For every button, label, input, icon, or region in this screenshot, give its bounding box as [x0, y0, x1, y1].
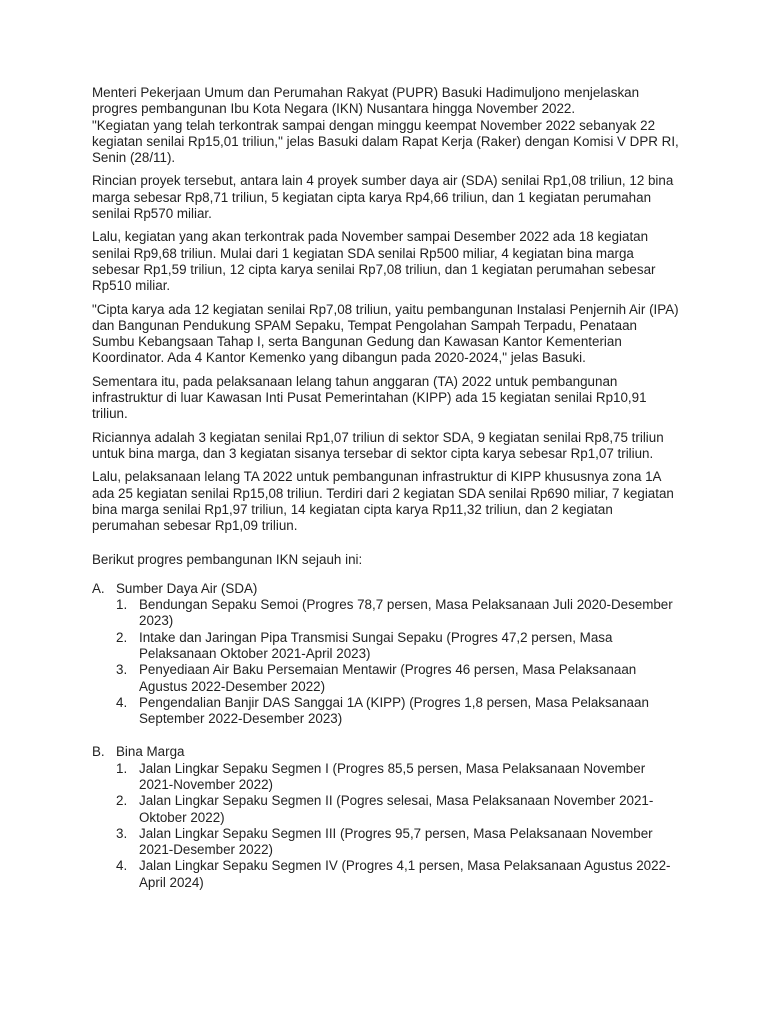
list-item — [92, 630, 682, 663]
list-item-number: 1. — [116, 760, 128, 776]
list-item-number: 1. — [116, 597, 128, 613]
paragraph-7: Riciannya adalah 3 kegiatan senilai Rp1,07 triliun di sektor SDA, 9 kegiatan senilai Rp8,75 triliun untuk bina marga, dan 3 kegiatan sisanya tersebar di sektor cipta karya sebesar Rp1,07 triliun. — [92, 429, 664, 461]
list-item — [92, 695, 682, 728]
list-item-number: 3. — [116, 825, 128, 841]
list-item-number: 2. — [116, 793, 128, 809]
list-item-number: 3. — [116, 662, 128, 678]
section-sda — [92, 581, 682, 728]
section-letter: A. — [92, 580, 105, 596]
list-item — [92, 761, 682, 794]
section-heading — [92, 744, 682, 760]
list-item — [92, 858, 682, 891]
section-list — [92, 761, 682, 891]
list-item-text: Bendungan Sepaku Semoi (Progres 78,7 persen, Masa Pelaksanaan Juli 2020-Desember 2023) — [139, 597, 673, 629]
list-item-number: 4. — [116, 694, 128, 710]
section-heading — [92, 581, 682, 597]
section-letter: B. — [92, 744, 105, 760]
list-item-text: Jalan Lingkar Sepaku Segmen IV (Progres 4,1 persen, Masa Pelaksanaan Agustus 2022-April 2024) — [139, 858, 671, 890]
list-item — [92, 662, 682, 695]
list-item-number: 4. — [116, 858, 128, 874]
paragraph-6: Sementara itu, pada pelaksanaan lelang tahun anggaran (TA) 2022 untuk pembangunan infrastruktur di luar Kawasan Inti Pusat Pemerintahan (KIPP) ada 15 kegiatan senilai Rp10,91 triliun. — [92, 373, 647, 422]
document-page — [92, 85, 682, 891]
list-item-text: Penyediaan Air Baku Persemaian Mentawir (Progres 46 persen, Masa Pelaksanaan Agustus 2022-Desember 2022) — [139, 662, 637, 694]
list-item — [92, 793, 682, 826]
list-item-text: Intake dan Jaringan Pipa Transmisi Sungai Sepaku (Progres 47,2 persen, Masa Pelaksanaan Oktober 2021-April 2023) — [139, 629, 613, 661]
section-list — [92, 597, 682, 727]
section-title: Bina Marga — [116, 744, 185, 760]
list-intro: Berikut progres pembangunan IKN sejauh ini: — [92, 552, 363, 568]
list-item-text: Pengendalian Banjir DAS Sanggai 1A (KIPP) (Progres 1,8 persen, Masa Pelaksanaan September 2022-Desember 2023) — [139, 694, 649, 727]
list-item-number: 2. — [116, 629, 128, 645]
list-item — [92, 597, 682, 630]
section-title: Sumber Daya Air (SDA) — [116, 580, 258, 596]
list-item-text: Jalan Lingkar Sepaku Segmen II (Pogres selesai, Masa Pelaksanaan November 2021-Oktober 2022) — [139, 793, 654, 825]
paragraph-2: "Kegiatan yang telah terkontrak sampai dengan minggu keempat November 2022 sebanyak 22 kegiatan senilai Rp15,01 triliun," jelas Basuki dalam Rapat Kerja (Raker) dengan Komisi V DPR RI, Senin (28/11). — [92, 117, 679, 166]
paragraph-1: Menteri Pekerjaan Umum dan Perumahan Rakyat (PUPR) Basuki Hadimuljono menjelaskan progres pembangunan Ibu Kota Negara (IKN) Nusantara hingga November 2022. — [92, 85, 640, 117]
list-item — [92, 826, 682, 859]
paragraph-8: Lalu, pelaksanaan lelang TA 2022 untuk pembangunan infrastruktur di KIPP khususnya zona 1A ada 25 kegiatan senilai Rp15,08 triliun. Terdiri dari 2 kegiatan SDA senilai Rp690 miliar, 7 kegiatan bina marga senilai Rp1,97 triliun, 14 kegiatan cipta karya Rp11,32 triliun, dan 2 kegiatan perumahan sebesar Rp1,09 triliun. — [92, 469, 674, 534]
list-item-text: Jalan Lingkar Sepaku Segmen I (Progres 85,5 persen, Masa Pelaksanaan November 2021-November 2022) — [139, 760, 646, 792]
paragraph-5: "Cipta karya ada 12 kegiatan senilai Rp7,08 triliun, yaitu pembangunan Instalasi Penjernih Air (IPA) dan Bangunan Pendukung SPAM Sepaku, Tempat Pengolahan Sampah Terpadu, Penataan Sumbu Kebangsaan Tahap I, serta Bangunan Gedung dan Kawasan Kantor Kementerian Koordinator. Ada 4 Kantor Kemenko yang dibangun pada 2020-2024," jelas Basuki. — [92, 301, 679, 366]
section-bina-marga — [92, 744, 682, 891]
list-item-text: Jalan Lingkar Sepaku Segmen III (Progres 95,7 persen, Masa Pelaksanaan November 2021-Desember 2022) — [139, 825, 653, 858]
paragraph-4: Lalu, kegiatan yang akan terkontrak pada November sampai Desember 2022 ada 18 kegiatan senilai Rp9,68 triliun. Mulai dari 1 kegiatan SDA senilai Rp500 miliar, 4 kegiatan bina marga sebesar Rp1,59 triliun, 12 cipta karya senilai Rp7,08 triliun, dan 1 kegiatan perumahan sebesar Rp510 miliar. — [92, 229, 656, 294]
paragraph-3: Rincian proyek tersebut, antara lain 4 proyek sumber daya air (SDA) senilai Rp1,08 triliun, 12 bina marga sebesar Rp8,71 triliun, 5 kegiatan cipta karya Rp4,66 triliun, dan 1 kegiatan perumahan senilai Rp570 miliar. — [92, 173, 674, 222]
